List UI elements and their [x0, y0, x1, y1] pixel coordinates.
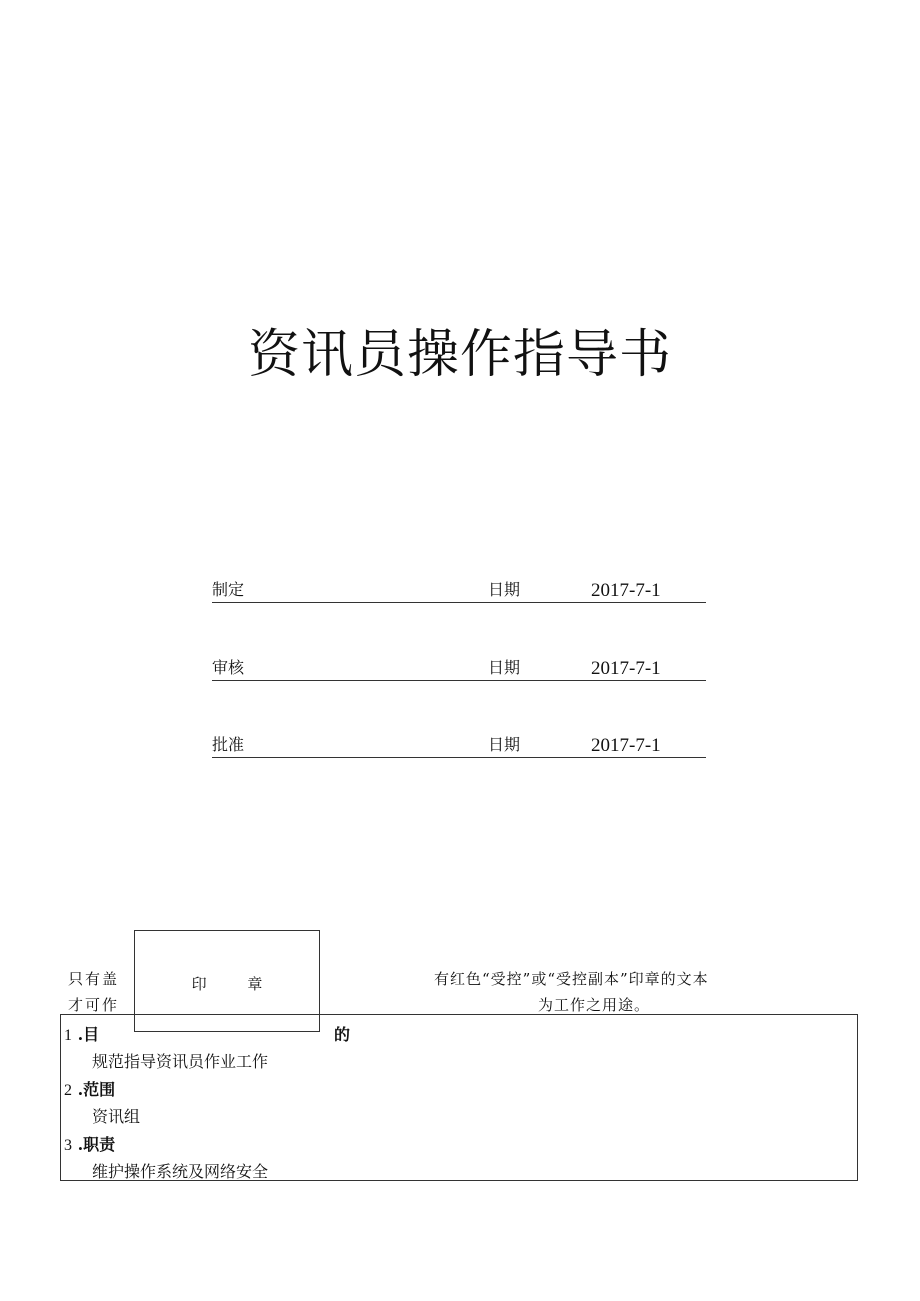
section-heading-text: .目	[77, 1025, 100, 1044]
section-heading-text: .职责	[77, 1135, 116, 1154]
notice-left-line1: 只有盖	[68, 970, 120, 988]
section-number: 1	[64, 1027, 72, 1044]
section-number: 2	[64, 1082, 72, 1099]
document-title: 资讯员操作指导书	[247, 325, 672, 385]
signoff-date: 2017-7-1	[591, 658, 661, 679]
signoff-row-prepare	[212, 578, 706, 603]
section-heading-purpose	[64, 1022, 99, 1045]
section-number: 3	[64, 1137, 72, 1154]
signoff-date: 2017-7-1	[591, 580, 661, 601]
signoff-date-label: 日期	[488, 735, 521, 754]
section-body-duties: 维护操作系统及网络安全	[92, 1162, 269, 1181]
section-heading-text: .范围	[77, 1080, 116, 1099]
section-body-purpose: 规范指导资讯员作业工作	[92, 1052, 269, 1071]
section-heading-duties	[64, 1132, 115, 1155]
notice-right-line2: 为工作之用途。	[538, 996, 651, 1014]
signoff-date-label: 日期	[488, 580, 521, 599]
notice-left-line2: 才可作	[68, 996, 120, 1014]
signoff-row-approve	[212, 733, 706, 758]
signoff-role: 批准	[212, 735, 245, 754]
signoff-role: 制定	[212, 580, 245, 599]
content-frame	[60, 1014, 858, 1181]
notice-right-line1: 有红色“受控”或“受控副本”印章的文本	[434, 970, 709, 988]
signoff-date-label: 日期	[488, 658, 521, 677]
stamp-label: 印 章	[191, 975, 263, 993]
signoff-row-review	[212, 656, 706, 681]
signoff-role: 审核	[212, 658, 245, 677]
section-heading-tail: 的	[334, 1025, 351, 1044]
section-heading-scope	[64, 1077, 115, 1100]
signoff-date: 2017-7-1	[591, 735, 661, 756]
section-body-scope: 资讯组	[92, 1107, 141, 1126]
